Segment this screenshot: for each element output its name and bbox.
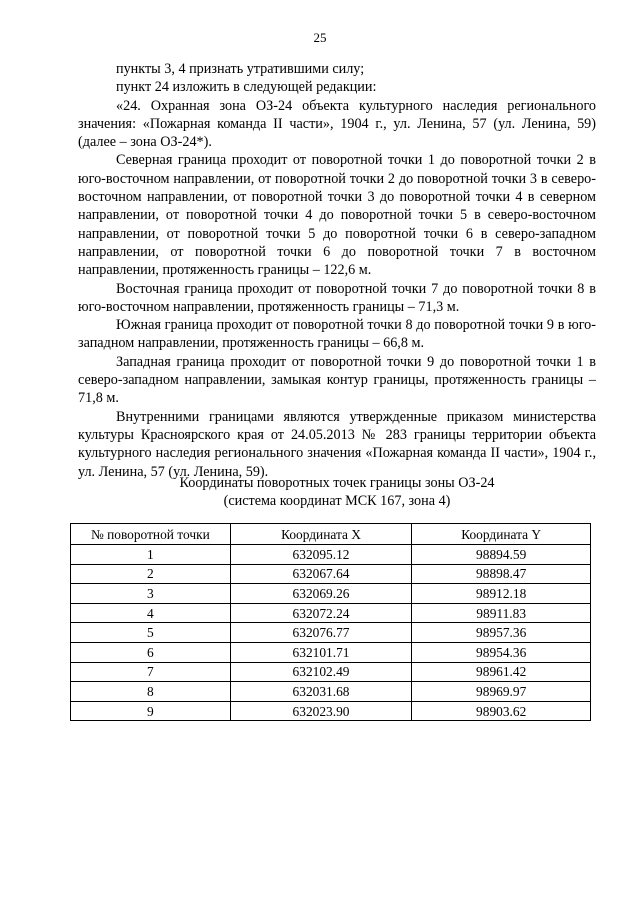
- cell-x: 632101.71: [230, 642, 412, 662]
- table-row: [71, 701, 591, 721]
- cell-point: 6: [71, 642, 231, 662]
- paragraph: пункт 24 изложить в следующей редакции:: [116, 79, 377, 96]
- cell-y: 98954.36: [412, 642, 591, 662]
- cell-x: 632072.24: [230, 603, 412, 623]
- page-number: 25: [313, 30, 327, 45]
- paragraph: Восточная граница проходит от поворотной точки 7 до поворотной точки 8 в юго-восточном направлении, протяженность границы – 71,3 м.: [78, 280, 596, 315]
- cell-y: 98912.18: [412, 584, 591, 604]
- table-row: [71, 623, 591, 643]
- cell-y: 98911.83: [412, 603, 591, 623]
- cell-x: 632076.77: [230, 623, 412, 643]
- table-title-line: Координаты поворотных точек границы зоны ОЗ-24: [179, 475, 495, 491]
- cell-point: 1: [71, 545, 231, 565]
- column-header-y: Координата Y: [412, 524, 591, 545]
- column-header-x: Координата X: [230, 524, 412, 545]
- cell-x: 632102.49: [230, 662, 412, 682]
- cell-x: 632095.12: [230, 545, 412, 565]
- cell-x: 632069.26: [230, 584, 412, 604]
- cell-y: 98969.97: [412, 682, 591, 702]
- cell-point: 4: [71, 603, 231, 623]
- table-row: [71, 682, 591, 702]
- paragraph: Северная граница проходит от поворотной точки 1 до поворотной точки 2 в юго-восточном направлении, от поворотной точки 2 до поворотной точки 3 в северо-восточном направлении, от поворотной точки 3 до поворотной точки 4 в северном направлении, от поворотной точки 4 до поворотной точки 5 в северо-восточном направлении, от поворотной точки 5 до поворотной точки 6 в северо-западном направлении, от поворотной точки 6 до поворотной точки 7 в восточном направлении, протяженность границы – 122,6 м.: [78, 152, 596, 279]
- column-header-point: № поворотной точки: [71, 524, 231, 545]
- table-row: [71, 603, 591, 623]
- cell-x: 632023.90: [230, 701, 412, 721]
- cell-point: 8: [71, 682, 231, 702]
- table-title-line: (система координат МСК 167, зона 4): [223, 493, 451, 509]
- table-row: [71, 642, 591, 662]
- cell-point: 9: [71, 701, 231, 721]
- cell-y: 98894.59: [412, 545, 591, 565]
- cell-y: 98903.62: [412, 701, 591, 721]
- cell-x: 632031.68: [230, 682, 412, 702]
- cell-point: 5: [71, 623, 231, 643]
- paragraph: «24. Охранная зона ОЗ-24 объекта культурного наследия регионального значения: «Пожарная команда II части», 1904 г., ул. Ленина, 57 (ул. Ленина, 59) (далее – зона ОЗ-24*).: [78, 97, 596, 151]
- paragraph: Западная граница проходит от поворотной точки 9 до поворотной точки 1 в северо-западном направлении, замыкая контур границы, протяженность границы – 71,8 м.: [78, 353, 596, 407]
- cell-x: 632067.64: [230, 564, 412, 584]
- table-header-row: [71, 524, 591, 545]
- table-title: [78, 474, 596, 510]
- cell-point: 3: [71, 584, 231, 604]
- cell-point: 7: [71, 662, 231, 682]
- coordinates-table: [70, 523, 591, 721]
- cell-y: 98898.47: [412, 564, 591, 584]
- paragraph: Внутренними границами являются утвержденные приказом министерства культуры Красноярского края от 24.05.2013 № 283 границы территории объекта культурного наследия регионального значения «Пожарная команда II части», 1904 г., ул. Ленина, 57 (ул. Ленина, 59).: [78, 408, 596, 480]
- table-row: [71, 584, 591, 604]
- paragraph: пункты 3, 4 признать утратившими силу;: [116, 61, 365, 77]
- table-row: [71, 545, 591, 565]
- cell-y: 98961.42: [412, 662, 591, 682]
- cell-y: 98957.36: [412, 623, 591, 643]
- body-text: [78, 60, 596, 481]
- cell-point: 2: [71, 564, 231, 584]
- paragraph: Южная граница проходит от поворотной точки 8 до поворотной точки 9 в юго-западном направлении, протяженность границы – 66,8 м.: [78, 317, 596, 352]
- table-row: [71, 564, 591, 584]
- table-row: [71, 662, 591, 682]
